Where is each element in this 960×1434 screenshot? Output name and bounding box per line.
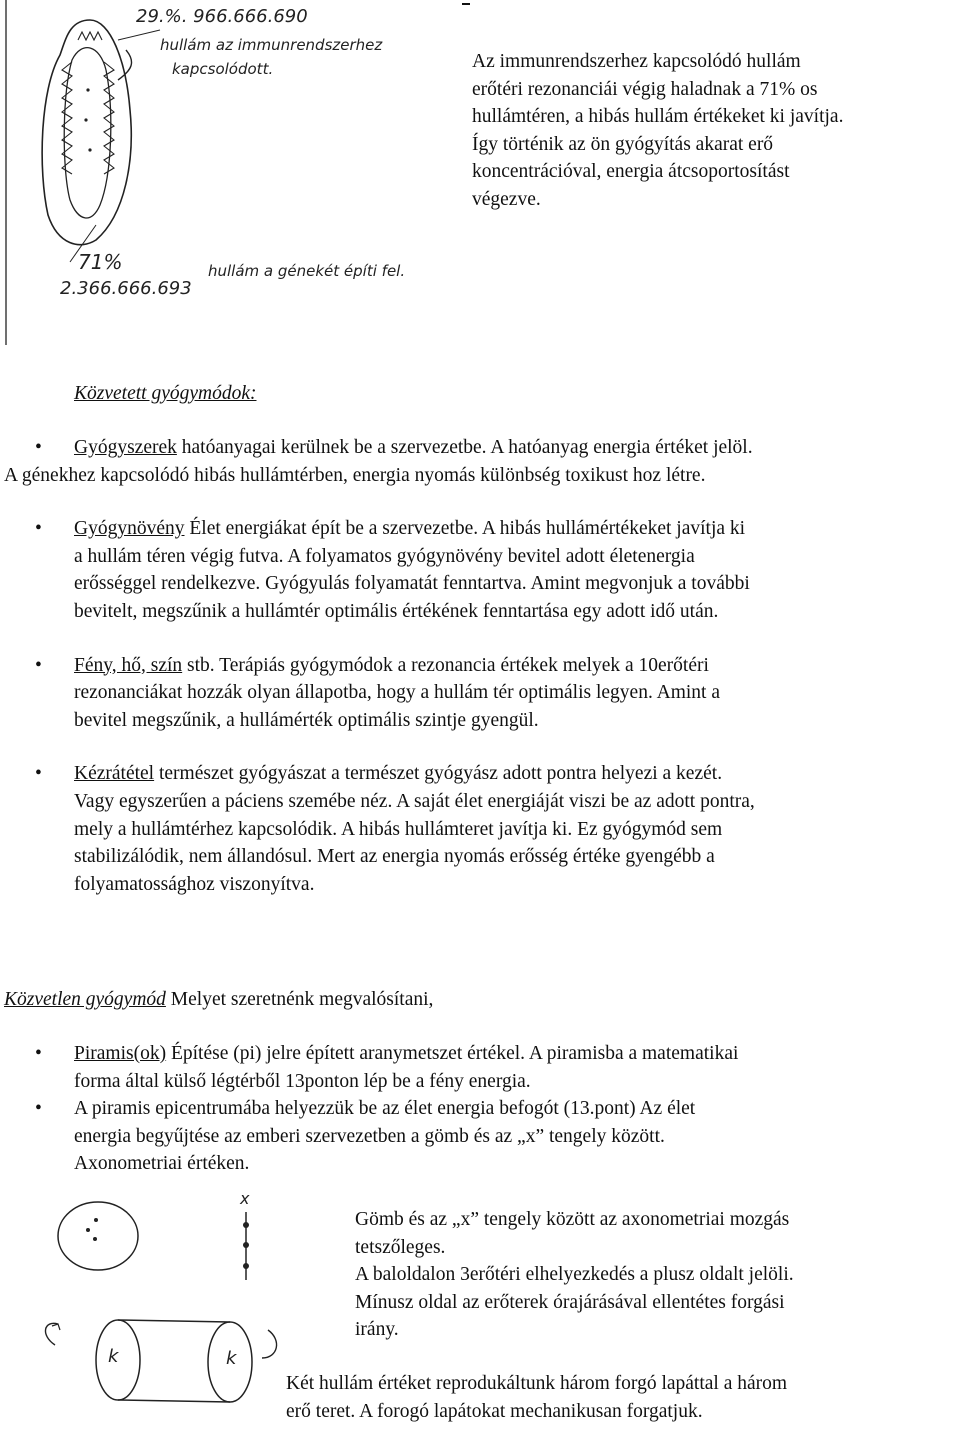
item-text: Élet energiákat épít be a szervezetbe. A hibás hullámértékeket javítja ki [184, 518, 746, 540]
item-text-line: stabilizálódik, nem állandósul. Mert az energia nyomás erősség értéke gyengébb a [74, 846, 715, 868]
bullet-icon: • [35, 1098, 42, 1120]
section2-list [0, 1040, 960, 1178]
item-text-line: a hullám téren végig futva. A folyamatos gyógynövény bevitel adott életenergia [74, 545, 695, 567]
item-text: hatóanyagai kerülnek be a szervezetbe. A hatóanyag energia értéket jelöl. [176, 437, 753, 458]
item-text-line: forma által külső légtérből 13ponton lép be a fény energia. [74, 1070, 531, 1092]
final-line: Két hullám értéket reprodukáltunk három forgó lapáttal a három [286, 1373, 788, 1394]
bullet-icon: • [35, 1043, 42, 1064]
item-text-line: Vagy egyszerűen a páciens szemébe néz. A saját élet energiáját viszi be az adott pontra, [74, 790, 755, 812]
term-gyogyszerek: Gyógyszerek [74, 437, 177, 458]
final-paragraph [286, 1370, 956, 1425]
item-text-line: energia begyűjtése az emberi szervezetben a gömb és az „x” tengely között. [74, 1125, 665, 1147]
bottom-line: Gömb és az „x” tengely között az axonometriai mozgás [355, 1209, 790, 1230]
term-piramis: Piramis(ok) [74, 1043, 167, 1064]
intro-paragraph [472, 48, 952, 214]
item-text: természet gyógyászat a természet gyógyász adott pontra helyezi a kezét. [154, 763, 723, 785]
list-item-epicentrum [0, 1095, 960, 1178]
section2-heading: Közvetlen gyógymód [4, 989, 166, 1010]
term-gyogynoveny: Gyógynövény [74, 518, 185, 540]
intro-line: koncentrációval, energia átcsoportosítást [472, 161, 790, 183]
intro-line: hullámtéren, a hibás hullám értékeket ki javítja. [472, 106, 844, 128]
intro-line: Így történik az ön gyógyítás akarat erő [472, 133, 774, 155]
item-text-line: erősséggel rendelkezve. Gyógyulás folyamatát fenntartva. Amint megvonjuk a további [74, 573, 750, 595]
item-text-line: Axonometriai értéken. [74, 1153, 250, 1175]
item-text: stb. Terápiás gyógymódok a rezonancia értékek melyek a 10erőtéri [182, 654, 709, 676]
sketch-note-number-1: 29.%. 966.666.690 [136, 6, 308, 27]
list-item-gyogyszerek [0, 434, 960, 462]
bottom-line: tetszőleges. [355, 1236, 446, 1258]
sketch-note-number-2: 2.366.666.693 [60, 278, 192, 299]
bottom-line: Mínusz oldal az erőterek órajárásával ellentétes forgási [355, 1291, 785, 1313]
item-text-line: bevitelt, megszűnik a hullámtér optimális értékének fenntartása egy adott idő után. [74, 600, 719, 622]
list-item-kezratetel [0, 760, 960, 898]
bottom-line: irány. [355, 1319, 399, 1341]
sketch-note-percent-2: 71% [78, 250, 123, 274]
section1-list [0, 434, 960, 898]
item-text-line: rezonanciákat hozzák olyan állapotba, hogy a hullám tér optimális legyen. Amint a [74, 682, 720, 704]
sketch-note-text-1a: hullám az immunrendszerhez [160, 36, 383, 54]
section1-heading: Közvetett gyógymódok: [74, 383, 257, 404]
axis-label-x: x [240, 1189, 250, 1208]
sphere-axis-drawing [0, 1190, 300, 1434]
item-text: Építése (pi) jelre épített aranymetszet értékel. A piramisba a matematikai [166, 1043, 739, 1064]
bullet-icon: • [35, 654, 42, 676]
intro-line: erőtéri rezonanciái végig haladnak a 71% os [472, 78, 818, 100]
list-item-piramis [0, 1040, 960, 1095]
section2-heading-line [4, 986, 433, 1014]
sketch-note-text-2: hullám a génekét építi fel. [208, 262, 406, 280]
item-text-line: A génekhez kapcsolódó hibás hullámtérben, energia nyomás különbség toxikust hoz létre. [4, 464, 706, 486]
term-kezratetel: Kézrátétel [74, 763, 155, 785]
bottom-paragraph [355, 1206, 955, 1344]
list-item-gyogynoveny [0, 515, 960, 625]
section2-heading-rest: Melyet szeretnénk megvalósítani, [165, 989, 434, 1010]
cylinder-label-right: k [226, 1348, 237, 1369]
intro-line: Az immunrendszerhez kapcsolódó hullám [472, 51, 801, 72]
sketch-note-text-1b: kapcsolódott. [172, 60, 274, 78]
item-text-line: mely a hullámtérhez kapcsolódik. A hibás hullámteret javítja ki. Ez gyógymód sem [74, 818, 723, 840]
bullet-icon: • [35, 763, 42, 785]
final-line: erő teret. A forogó lapátokat mechanikusan forgatjuk. [286, 1400, 703, 1422]
list-item-feny-ho-szin [0, 652, 960, 735]
bottom-sketch [0, 1190, 300, 1434]
cylinder-label-left: k [108, 1346, 119, 1367]
intro-line: végezve. [472, 188, 541, 210]
bullet-icon: • [35, 437, 42, 458]
item-text-line: folyamatossághoz viszonyítva. [74, 873, 315, 895]
top-sketch [0, 0, 470, 345]
bullet-icon: • [35, 518, 42, 540]
bottom-line: A baloldalon 3erőtéri elhelyezkedés a plusz oldalt jelöli. [355, 1264, 794, 1286]
term-feny-ho-szin: Fény, hő, szín [74, 654, 183, 676]
item-text-line: bevitel megszűnik, a hullámérték optimális szintje gyengül. [74, 709, 539, 731]
item-text: A piramis epicentrumába helyezzük be az élet energia befogót (13.pont) Az élet [74, 1098, 696, 1120]
